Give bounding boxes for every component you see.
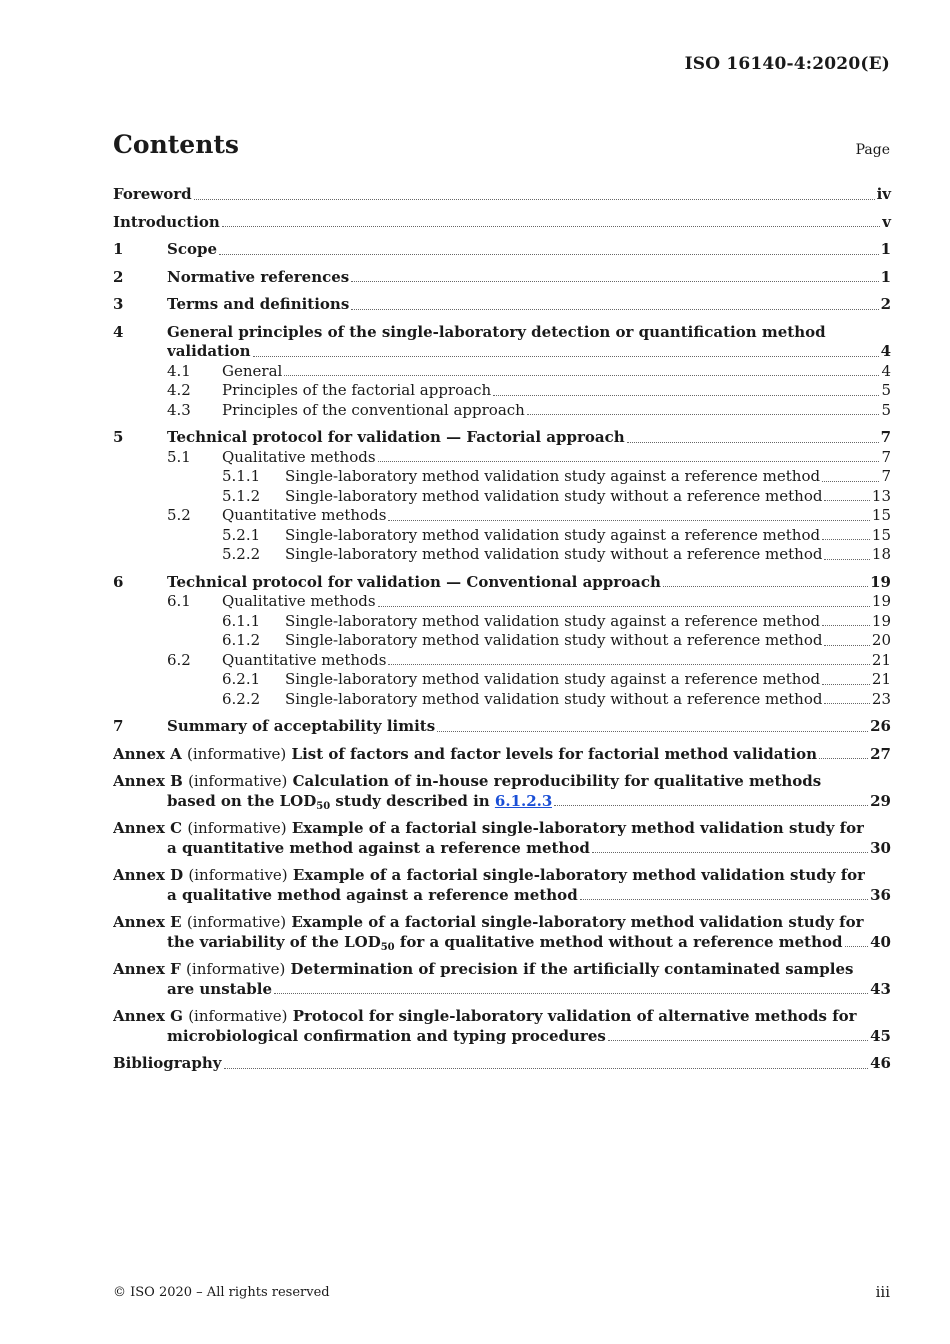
toc-label: Scope bbox=[167, 240, 218, 258]
toc-number: 5 bbox=[113, 428, 124, 446]
toc-entry-4-heading[interactable] bbox=[113, 323, 891, 343]
annex-name: Annex C bbox=[113, 819, 183, 837]
toc-number: 6.2.2 bbox=[222, 689, 261, 708]
toc-entry-5-1[interactable] bbox=[167, 448, 891, 468]
toc-label: Normative references bbox=[167, 267, 350, 286]
toc-entry-5-heading[interactable] bbox=[113, 428, 891, 448]
toc-page: 27 bbox=[870, 744, 891, 763]
toc-page: 36 bbox=[870, 885, 891, 904]
toc-label: based on the LOD bbox=[167, 791, 317, 810]
toc-label: Single-laboratory method validation study without a reference method bbox=[285, 689, 823, 708]
toc-entry-4-2[interactable] bbox=[167, 381, 891, 401]
toc-number: 6 bbox=[113, 572, 124, 591]
toc-label: List of factors and factor levels for factorial method validation bbox=[291, 744, 818, 763]
toc-entry-annex-a[interactable] bbox=[113, 745, 891, 765]
toc-page: 5 bbox=[881, 400, 891, 419]
toc-entry-5-2-1[interactable] bbox=[222, 526, 891, 546]
annex-name: Annex E bbox=[113, 913, 182, 931]
toc-page: 7 bbox=[880, 428, 891, 446]
toc-page: 15 bbox=[871, 525, 891, 544]
toc-entry-6-heading[interactable] bbox=[113, 573, 891, 593]
toc-entry-4-1[interactable] bbox=[167, 362, 891, 382]
toc-page: 1 bbox=[880, 267, 891, 286]
annex-name: Annex B bbox=[113, 772, 183, 790]
toc-label: a qualitative method against a reference method bbox=[167, 885, 578, 904]
toc-entry-5 bbox=[113, 428, 891, 565]
toc-label: Summary of acceptability limits bbox=[167, 717, 436, 735]
toc-label: Qualitative methods bbox=[222, 447, 376, 466]
toc-number: 6.1.1 bbox=[222, 611, 261, 630]
toc-entry-3[interactable] bbox=[113, 295, 891, 315]
toc-label: a quantitative method against a reference method bbox=[167, 838, 590, 857]
toc-label: Single-laboratory method validation study without a reference method bbox=[285, 545, 823, 563]
toc-label: Example of a factorial single-laboratory method validation study for bbox=[291, 913, 864, 931]
toc-page: 23 bbox=[871, 689, 891, 708]
toc-entry-annex-b[interactable] bbox=[113, 772, 891, 811]
toc-page: 29 bbox=[870, 791, 891, 810]
toc-label: microbiological confirmation and typing procedures bbox=[167, 1026, 606, 1045]
document-code: ISO 16140-4:2020(E) bbox=[684, 54, 890, 74]
toc-label: Example of a factorial single-laboratory method validation study for bbox=[291, 819, 865, 837]
toc-page: 45 bbox=[870, 1026, 891, 1045]
toc-page: 21 bbox=[871, 650, 891, 669]
toc-page: 26 bbox=[870, 717, 891, 735]
toc-label: General bbox=[222, 361, 283, 380]
toc-label: Introduction bbox=[113, 212, 220, 231]
toc-page: iv bbox=[876, 185, 891, 203]
toc-page: 13 bbox=[871, 486, 891, 505]
toc-entry-5-1-1[interactable] bbox=[222, 467, 891, 487]
toc-entry-6-1[interactable] bbox=[167, 592, 891, 612]
toc-label: Principles of the factorial approach bbox=[222, 381, 492, 399]
toc-page: 21 bbox=[871, 670, 891, 688]
toc-number: 6.2.1 bbox=[222, 670, 261, 688]
toc-page: v bbox=[882, 212, 891, 231]
toc-entry-annex-f[interactable] bbox=[113, 960, 891, 999]
toc-label: Example of a factorial single-laboratory method validation study for bbox=[292, 866, 866, 884]
toc-label: the variability of the LOD bbox=[167, 932, 381, 951]
toc-entry-6-1-1[interactable] bbox=[222, 612, 891, 632]
toc-page: 2 bbox=[880, 295, 891, 313]
toc-entry-5-1-2[interactable] bbox=[222, 487, 891, 507]
toc-entry-2[interactable] bbox=[113, 268, 891, 288]
annex-info: (informative) bbox=[188, 1007, 288, 1025]
page-title: Contents bbox=[113, 130, 240, 159]
toc-page: 20 bbox=[871, 631, 891, 649]
toc-entry-4-3[interactable] bbox=[167, 401, 891, 421]
toc-label: Foreword bbox=[113, 185, 192, 203]
toc-label: Single-laboratory method validation study without a reference method bbox=[285, 486, 823, 505]
annex-name: Annex A bbox=[113, 744, 182, 763]
clause-link[interactable]: 6.1.2.3 bbox=[494, 791, 553, 810]
toc-number: 4.3 bbox=[167, 400, 191, 419]
toc-page: 19 bbox=[870, 572, 891, 591]
toc-page: 4 bbox=[881, 361, 891, 380]
toc-number: 5.1 bbox=[167, 447, 191, 466]
annex-info: (informative) bbox=[186, 913, 287, 931]
toc-label: Single-laboratory method validation study against a reference method bbox=[285, 525, 821, 544]
toc-number: 4.1 bbox=[167, 361, 191, 380]
toc-entry-6-2-1[interactable] bbox=[222, 670, 891, 690]
toc-page: 1 bbox=[880, 240, 891, 258]
annex-name: Annex G bbox=[113, 1007, 183, 1025]
toc-number: 7 bbox=[113, 717, 124, 735]
toc-entry-4 bbox=[113, 323, 891, 421]
toc-page: 15 bbox=[871, 506, 891, 524]
toc-number: 5.1.1 bbox=[222, 467, 261, 485]
toc-label: Protocol for single-laboratory validation of alternative methods for bbox=[292, 1007, 857, 1025]
toc-label: Determination of precision if the artificially contaminated samples bbox=[290, 960, 854, 978]
toc-page: 18 bbox=[871, 545, 891, 563]
toc-entry-annex-g[interactable] bbox=[113, 1007, 891, 1046]
toc-label: Principles of the conventional approach bbox=[222, 400, 525, 419]
toc-page: 4 bbox=[880, 342, 891, 360]
page-column-label: Page bbox=[855, 142, 890, 158]
toc-entry-5-2[interactable] bbox=[167, 506, 891, 526]
toc-entry-7[interactable] bbox=[113, 717, 891, 737]
toc-entry-4-heading-cont[interactable] bbox=[167, 342, 891, 362]
toc-number: 5.2 bbox=[167, 506, 191, 524]
toc-label: are unstable bbox=[167, 979, 273, 998]
toc-entry-6-2-2[interactable] bbox=[222, 690, 891, 710]
toc-entry-5-2-2[interactable] bbox=[222, 545, 891, 565]
toc-entry-6 bbox=[113, 573, 891, 710]
toc-page: 19 bbox=[871, 611, 891, 630]
toc-number: 6.1.2 bbox=[222, 631, 261, 649]
toc-label: Single-laboratory method validation study against a reference method bbox=[285, 611, 821, 630]
toc-number: 5.1.2 bbox=[222, 486, 261, 505]
toc-page: 40 bbox=[870, 932, 891, 951]
toc-page: 46 bbox=[870, 1054, 891, 1072]
toc-page: 30 bbox=[870, 838, 891, 857]
toc-page: 7 bbox=[881, 447, 891, 466]
toc-number: 6.1 bbox=[167, 592, 191, 610]
annex-info: (informative) bbox=[188, 866, 288, 884]
toc-number: 2 bbox=[113, 267, 124, 286]
toc-label: Single-laboratory method validation study against a reference method bbox=[285, 670, 821, 688]
toc-label: validation bbox=[167, 342, 251, 360]
toc-label: Bibliography bbox=[113, 1054, 222, 1072]
toc-label: study described in bbox=[330, 791, 495, 810]
toc-page: 5 bbox=[881, 381, 891, 399]
toc-label: for a qualitative method without a reference method bbox=[394, 932, 843, 951]
toc-entry-6-2[interactable] bbox=[167, 651, 891, 671]
toc-label: Single-laboratory method validation study without a reference method bbox=[285, 631, 823, 649]
toc-label: Qualitative methods bbox=[222, 592, 376, 610]
toc-number: 5.2.1 bbox=[222, 525, 261, 544]
toc-entry-6-1-2[interactable] bbox=[222, 631, 891, 651]
toc-entry-annex-d[interactable] bbox=[113, 866, 891, 905]
annex-info: (informative) bbox=[187, 819, 287, 837]
toc-number: 6.2 bbox=[167, 650, 191, 669]
toc-number: 1 bbox=[113, 240, 124, 258]
toc-number: 4.2 bbox=[167, 381, 191, 399]
toc-entry-1[interactable] bbox=[113, 240, 891, 260]
annex-name: Annex F bbox=[113, 960, 181, 978]
toc-number: 5.2.2 bbox=[222, 545, 261, 563]
annex-info: (informative) bbox=[188, 772, 288, 790]
toc-number: 3 bbox=[113, 295, 124, 313]
copyright-notice: © ISO 2020 – All rights reserved bbox=[113, 1285, 330, 1300]
toc-label: General principles of the single-laboratory detection or quantification method bbox=[167, 322, 826, 341]
toc-label: Calculation of in-house reproducibility for qualitative methods bbox=[292, 772, 822, 790]
toc-label: Quantitative methods bbox=[222, 650, 387, 669]
toc-entry-annex-e[interactable] bbox=[113, 913, 891, 952]
annex-info: (informative) bbox=[186, 960, 286, 978]
subscript: 50 bbox=[380, 941, 395, 952]
toc-label: Technical protocol for validation — Factorial approach bbox=[167, 428, 625, 446]
page-number: iii bbox=[875, 1283, 890, 1301]
toc-page: 43 bbox=[870, 979, 891, 998]
toc-entry-introduction[interactable] bbox=[113, 213, 891, 233]
toc-entry-bibliography[interactable] bbox=[113, 1054, 891, 1074]
toc-label: Technical protocol for validation — Conventional approach bbox=[167, 572, 661, 591]
toc-page: 7 bbox=[881, 467, 891, 485]
toc-page: 19 bbox=[871, 592, 891, 610]
toc-label: Terms and definitions bbox=[167, 295, 350, 313]
table-of-contents bbox=[113, 185, 891, 1082]
toc-label: Quantitative methods bbox=[222, 506, 387, 524]
subscript: 50 bbox=[316, 800, 331, 811]
toc-entry-annex-c[interactable] bbox=[113, 819, 891, 858]
toc-number: 4 bbox=[113, 322, 124, 341]
toc-label: Single-laboratory method validation study against a reference method bbox=[285, 467, 821, 485]
annex-info: (informative) bbox=[187, 744, 287, 763]
annex-name: Annex D bbox=[113, 866, 184, 884]
toc-entry-foreword[interactable] bbox=[113, 185, 891, 205]
